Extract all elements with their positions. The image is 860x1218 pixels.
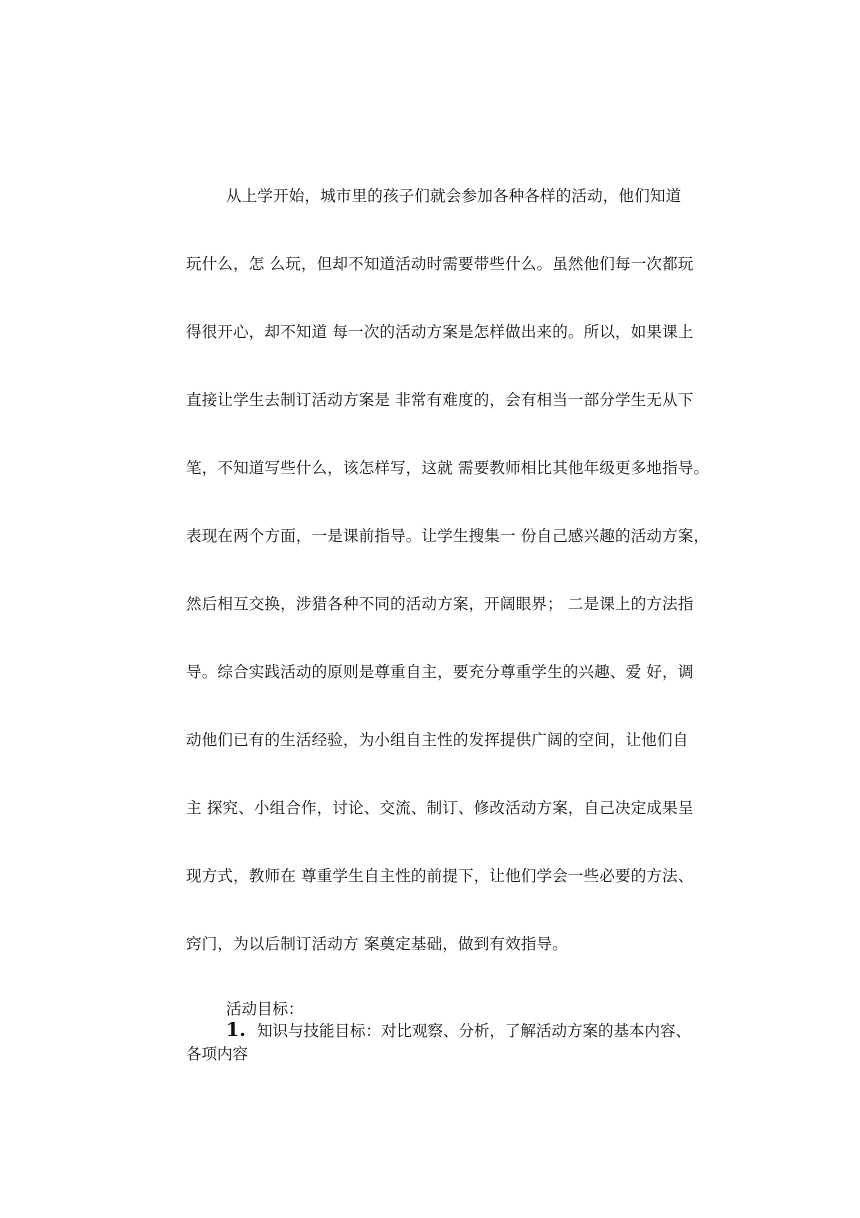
paragraph-line: 现方式，教师在 尊重学生自主性的前提下，让他们学会一些必要的方法、 (186, 867, 694, 885)
paragraph-line: 得很开心，却不知道 每一次的活动方案是怎样做出来的。所以，如果课上 (186, 323, 694, 341)
list-item-text-continued: 各项内容 (186, 1045, 249, 1063)
paragraph-line: 导。综合实践活动的原则是尊重自主，要充分尊重学生的兴趣、爱 好，调 (186, 663, 694, 681)
paragraph-line: 动他们已有的生活经验，为小组自主性的发挥提供广阔的空间，让他们自 (186, 731, 689, 749)
paragraph-line: 直接让学生去制订活动方案是 非常有难度的，会有相当一部分学生无从下 (186, 391, 694, 409)
paragraph-line: 表现在两个方面，一是课前指导。让学生搜集一 份自己感兴趣的活动方案， (186, 527, 710, 545)
paragraph-line: 从上学开始，城市里的孩子们就会参加各种各样的活动，他们知道 (226, 187, 682, 205)
paragraph-line: 笔，不知道写些什么，该怎样写，这就 需要教师相比其他年级更多地指导。 (186, 459, 710, 477)
paragraph-line: 窍门，为以后制订活动方 案奠定基础，做到有效指导。 (186, 935, 568, 953)
paragraph-line: 然后相互交换，涉猎各种不同的活动方案，开阔眼界； 二是课上的方法指 (186, 595, 694, 613)
list-item-text: 知识与技能目标：对比观察、分析，了解活动方案的基本内容、 (257, 1022, 692, 1040)
paragraph-line: 玩什么，怎 么玩，但却不知道活动时需要带些什么。虽然他们每一次都玩 (186, 255, 694, 273)
list-item-number: 1. (226, 1019, 246, 1041)
paragraph-line: 主 探究、小组合作，讨论、交流、制订、修改活动方案，自己决定成果呈 (186, 799, 694, 817)
goals-heading: 活动目标： (226, 1000, 304, 1018)
